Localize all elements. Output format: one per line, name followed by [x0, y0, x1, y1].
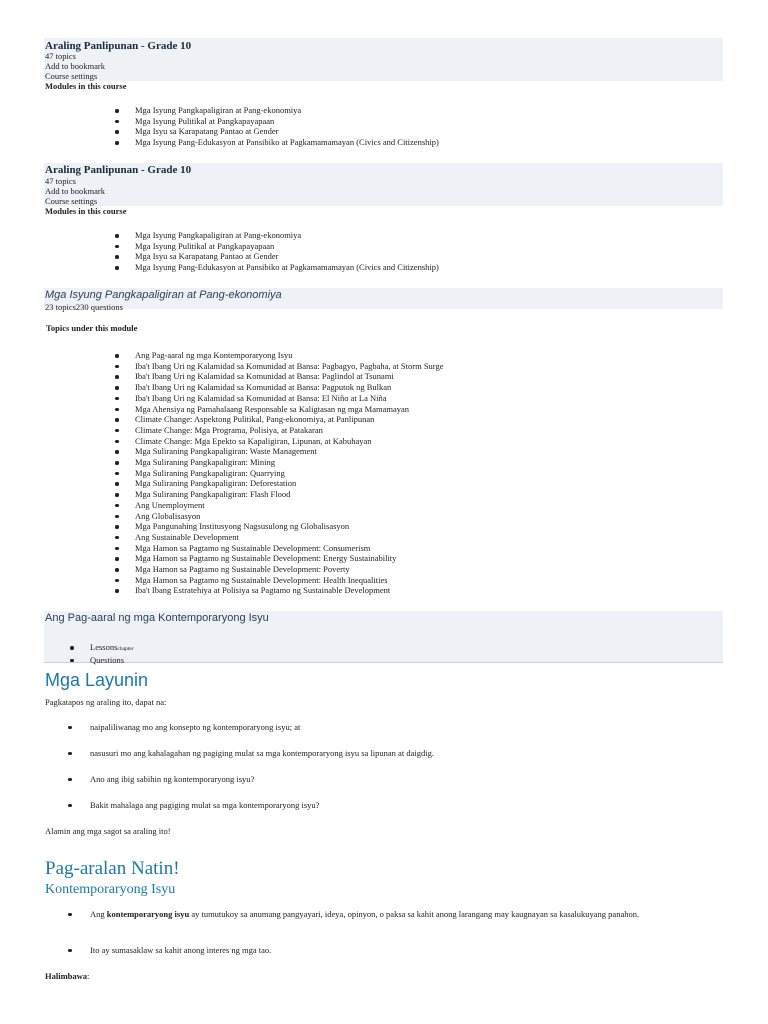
- topic-link[interactable]: Mga Hamon sa Pagtamo ng Sustainable Development: Health Inequalities: [135, 575, 444, 586]
- questions-link[interactable]: Questions: [90, 655, 134, 666]
- aralan-subheading: Kontemporaryong Isyu: [45, 882, 176, 897]
- topic-link[interactable]: Climate Change: Mga Programa, Polisiya, at Patakaran: [135, 425, 444, 436]
- ang-text: Ang: [90, 909, 107, 919]
- topic-link[interactable]: Mga Suliraning Pangkapaligiran: Waste Management: [135, 446, 444, 457]
- topic-link[interactable]: Climate Change: Mga Epekto sa Kapaligiran, Lipunan, at Kabuhayan: [135, 436, 444, 447]
- topic-link[interactable]: Ang Sustainable Development: [135, 532, 444, 543]
- topic-link[interactable]: Mga Suliraning Pangkapaligiran: Mining: [135, 457, 444, 468]
- aralan-bullet: [90, 909, 730, 920]
- aralan-heading: Pag-aralan Natin!: [45, 858, 180, 879]
- topic-link[interactable]: Mga Suliraning Pangkapaligiran: Deforestation: [135, 478, 444, 489]
- topic-link[interactable]: Iba't Ibang Uri ng Kalamidad sa Komunidad at Bansa: El Niño at La Niña: [135, 393, 444, 404]
- course-settings-link[interactable]: Course settings: [45, 71, 98, 81]
- topic-link[interactable]: Mga Ahensiya ng Pamahalaang Responsable sa Kaligtasan ng mga Mamamayan: [135, 404, 444, 415]
- topic-link[interactable]: Iba't Ibang Uri ng Kalamidad sa Komunidad at Bansa: Pagputok ng Bulkan: [135, 382, 444, 393]
- colon: :: [87, 971, 90, 981]
- kontemporaryong-isyu-term: kontemporaryong isyu: [106, 909, 190, 919]
- topic-link[interactable]: Climate Change: Aspektong Pulitikal, Pang-ekonomiya, at Panlipunan: [135, 414, 444, 425]
- course-title[interactable]: Araling Panlipunan - Grade 10: [45, 164, 192, 176]
- module-link[interactable]: Mga Isyung Pangkapaligiran at Pang-ekonomiya: [135, 230, 439, 241]
- definition-text: ay tumutukoy sa anumang pangyayari, ideya, opinyon, o paksa sa kahit anong larangang may kaugnayan sa kasalukuyang panahon.: [189, 909, 640, 919]
- topic-link[interactable]: Ang Pag-aaral ng mga Kontemporaryong Isyu: [135, 350, 444, 361]
- add-bookmark-link[interactable]: Add to bookmark: [45, 61, 105, 71]
- topic-link[interactable]: Mga Hamon sa Pagtamo ng Sustainable Development: Consumerism: [135, 543, 444, 554]
- topic-link[interactable]: Ang Globalisasyon: [135, 511, 444, 522]
- layunin-outro: Alamin ang mga sagot sa araling ito!: [45, 826, 171, 836]
- modules-label: Modules in this course: [45, 81, 127, 91]
- layunin-item: Ano ang ibig sabihin ng kontemporaryong isyu?: [90, 774, 255, 784]
- topic-title[interactable]: Ang Pag-aaral ng mga Kontemporaryong Isyu: [45, 612, 269, 624]
- module-link[interactable]: Mga Isyung Pulitikal at Pangkapayapaan: [135, 241, 439, 252]
- lessons-link[interactable]: [90, 642, 134, 655]
- module-title[interactable]: Mga Isyung Pangkapaligiran at Pang-ekonomiya: [45, 289, 282, 301]
- layunin-item: Bakit mahalaga ang pagiging mulat sa mga kontemporaryong isyu?: [90, 800, 320, 810]
- chapter-label: chapter: [117, 646, 134, 652]
- add-bookmark-link[interactable]: Add to bookmark: [45, 186, 105, 196]
- topic-link[interactable]: Mga Pangunahing Institusyong Nagsusulong ng Globalisasyon: [135, 521, 444, 532]
- layunin-item: naipaliliwanag mo ang konsepto ng kontemporaryong isyu; at: [90, 722, 301, 732]
- module-link[interactable]: Mga Isyu sa Karapatang Pantao at Gender: [135, 251, 439, 262]
- aralan-bullet: Ito ay sumasaklaw sa kahit anong interes ng mga tao.: [90, 945, 272, 955]
- layunin-item: nasusuri mo ang kahalagahan ng pagiging mulat sa mga kontemporaryong isyu sa lipunan at daigdig.: [90, 748, 434, 758]
- topic-link[interactable]: Ang Unemployment: [135, 500, 444, 511]
- topic-count: 47 topics: [45, 51, 76, 61]
- modules-list: [135, 230, 439, 273]
- topic-count: 47 topics: [45, 176, 76, 186]
- topic-links: [90, 642, 134, 665]
- topic-link[interactable]: Iba't Ibang Uri ng Kalamidad sa Komunidad at Bansa: Paglindol at Tsunami: [135, 371, 444, 382]
- halimbawa-text: Halimbawa: [45, 971, 88, 981]
- topic-link[interactable]: Iba't Ibang Uri ng Kalamidad sa Komunidad at Bansa: Pagbagyo, Pagbaha, at Storm Surge: [135, 360, 444, 371]
- module-stats: 23 topics230 questions: [45, 302, 123, 312]
- modules-label: Modules in this course: [45, 206, 127, 216]
- halimbawa-label: [45, 971, 89, 982]
- topic-link[interactable]: Mga Suliraning Pangkapaligiran: Flash Flood: [135, 489, 444, 500]
- modules-list: [135, 105, 439, 148]
- topics-label: Topics under this module: [46, 323, 138, 333]
- topic-link[interactable]: Mga Hamon sa Pagtamo ng Sustainable Development: Poverty: [135, 564, 444, 575]
- topic-link[interactable]: Mga Hamon sa Pagtamo ng Sustainable Development: Energy Sustainability: [135, 553, 444, 564]
- layunin-intro: Pagkatapos ng araling ito, dapat na:: [45, 697, 167, 707]
- course-settings-link[interactable]: Course settings: [45, 196, 98, 206]
- lessons-label: Lessons: [90, 642, 118, 652]
- module-link[interactable]: Mga Isyung Pangkapaligiran at Pang-ekonomiya: [135, 105, 439, 116]
- module-link[interactable]: Mga Isyung Pang-Edukasyon at Pansibiko at Pagkamamamayan (Civics and Citizenship): [135, 262, 439, 273]
- topics-list: [135, 350, 444, 596]
- module-link[interactable]: Mga Isyu sa Karapatang Pantao at Gender: [135, 126, 439, 137]
- module-link[interactable]: Mga Isyung Pang-Edukasyon at Pansibiko at Pagkamamamayan (Civics and Citizenship): [135, 137, 439, 148]
- module-link[interactable]: Mga Isyung Pulitikal at Pangkapayapaan: [135, 116, 439, 127]
- layunin-heading: Mga Layunin: [45, 670, 149, 690]
- topic-link[interactable]: Mga Suliraning Pangkapaligiran: Quarrying: [135, 468, 444, 479]
- topic-link[interactable]: Iba't Ibang Estratehiya at Polisiya sa Pagtamo ng Sustainable Development: [135, 585, 444, 596]
- course-title[interactable]: Araling Panlipunan - Grade 10: [45, 40, 192, 52]
